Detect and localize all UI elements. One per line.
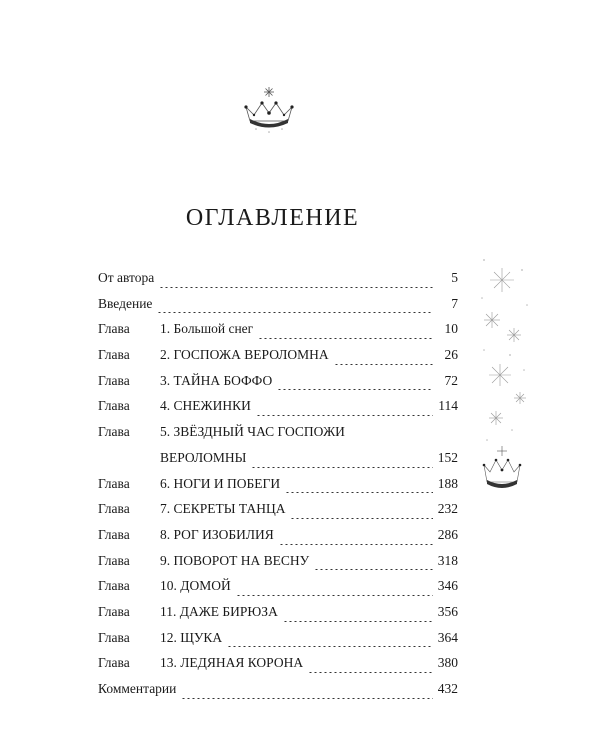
dot-leader — [157, 312, 433, 313]
chapter-prefix: Глава — [98, 372, 130, 388]
toc-entry — [98, 347, 458, 373]
page-number: 114 — [438, 398, 458, 414]
snowflake-crown-ornament-icon — [472, 250, 542, 520]
toc-entry — [98, 476, 458, 502]
toc-entry — [98, 296, 458, 322]
page-number: 356 — [437, 603, 458, 619]
toc-title: 11. ДАЖЕ БИРЮЗА — [160, 603, 278, 619]
toc-title: 7. СЕКРЕТЫ ТАНЦА — [160, 501, 286, 517]
chapter-prefix: Глава — [98, 578, 130, 594]
page-number: 380 — [437, 655, 458, 671]
toc-title-continued: ВЕРОЛОМНЫ — [160, 449, 247, 465]
toc-title: 9. ПОВОРОТ НА ВЕСНУ — [160, 552, 310, 568]
dot-leader — [181, 698, 432, 699]
chapter-prefix: Глава — [98, 526, 130, 542]
toc-entry — [98, 604, 458, 630]
dot-leader — [236, 595, 433, 596]
dot-leader — [283, 621, 433, 622]
toc-entry — [98, 501, 458, 527]
chapter-prefix: Глава — [98, 552, 130, 568]
chapter-prefix: Глава — [98, 398, 130, 414]
toc-entry — [98, 270, 458, 296]
toc-entry — [98, 553, 458, 579]
toc-title: 1. Большой снег — [160, 321, 254, 337]
page-number: 232 — [437, 501, 458, 517]
page-number: 286 — [437, 526, 458, 542]
page-number: 318 — [437, 552, 458, 568]
dot-leader — [308, 672, 433, 673]
toc-title: 3. ТАЙНА БОФФО — [160, 372, 273, 388]
page-number: 432 — [437, 681, 458, 697]
toc-entry — [98, 655, 458, 681]
chapter-prefix: Глава — [98, 655, 130, 671]
toc-title: 8. РОГ ИЗОБИЛИЯ — [160, 526, 274, 542]
toc-title: 10. ДОМОЙ — [160, 578, 231, 594]
dot-leader — [258, 338, 433, 339]
dot-leader — [159, 287, 433, 288]
toc-entry — [98, 424, 458, 475]
toc-entry — [98, 630, 458, 656]
toc-title: 2. ГОСПОЖА ВЕРОЛОМНА — [160, 347, 329, 363]
toc-title: 13. ЛЕДЯНАЯ КОРОНА — [160, 655, 304, 671]
page-number: 72 — [444, 372, 458, 388]
dot-leader — [251, 467, 432, 468]
table-of-contents — [98, 270, 458, 707]
crown-icon — [240, 85, 298, 135]
dot-leader — [290, 518, 432, 519]
toc-entry — [98, 578, 458, 604]
toc-title: 4. СНЕЖИНКИ — [160, 398, 251, 414]
page-number: 346 — [437, 578, 458, 594]
chapter-prefix: Глава — [98, 501, 130, 517]
toc-entry — [98, 398, 458, 424]
page-number: 188 — [437, 475, 458, 491]
dot-leader — [227, 646, 433, 647]
toc-title: От автора — [98, 270, 155, 285]
toc-title: 6. НОГИ И ПОБЕГИ — [160, 475, 281, 491]
toc-entry — [98, 321, 458, 347]
toc-title: 5. ЗВЁЗДНЫЙ ЧАС ГОСПОЖИ — [160, 424, 345, 440]
dot-leader — [279, 544, 433, 545]
page-number: 5 — [451, 270, 458, 285]
dot-leader — [256, 415, 433, 416]
toc-entry — [98, 527, 458, 553]
dot-leader — [277, 389, 433, 390]
page-number: 364 — [437, 629, 458, 645]
chapter-prefix: Глава — [98, 347, 130, 363]
chapter-prefix: Глава — [98, 629, 130, 645]
toc-title: Комментарии — [98, 681, 177, 697]
page-number: 152 — [437, 449, 458, 465]
page-number: 7 — [451, 295, 458, 311]
page-number: 10 — [444, 321, 458, 337]
dot-leader — [285, 492, 433, 493]
chapter-prefix: Глава — [98, 475, 130, 491]
dot-leader — [314, 569, 433, 570]
toc-title: 12. ЩУКА — [160, 629, 223, 645]
chapter-prefix: Глава — [98, 424, 130, 440]
chapter-prefix: Глава — [98, 321, 130, 337]
toc-title: Введение — [98, 295, 153, 311]
page-title: ОГЛАВЛЕНИЕ — [185, 205, 360, 231]
toc-entry — [98, 373, 458, 399]
chapter-prefix: Глава — [98, 603, 130, 619]
toc-entry — [98, 681, 458, 707]
dot-leader — [334, 364, 433, 365]
page-number: 26 — [444, 347, 458, 363]
